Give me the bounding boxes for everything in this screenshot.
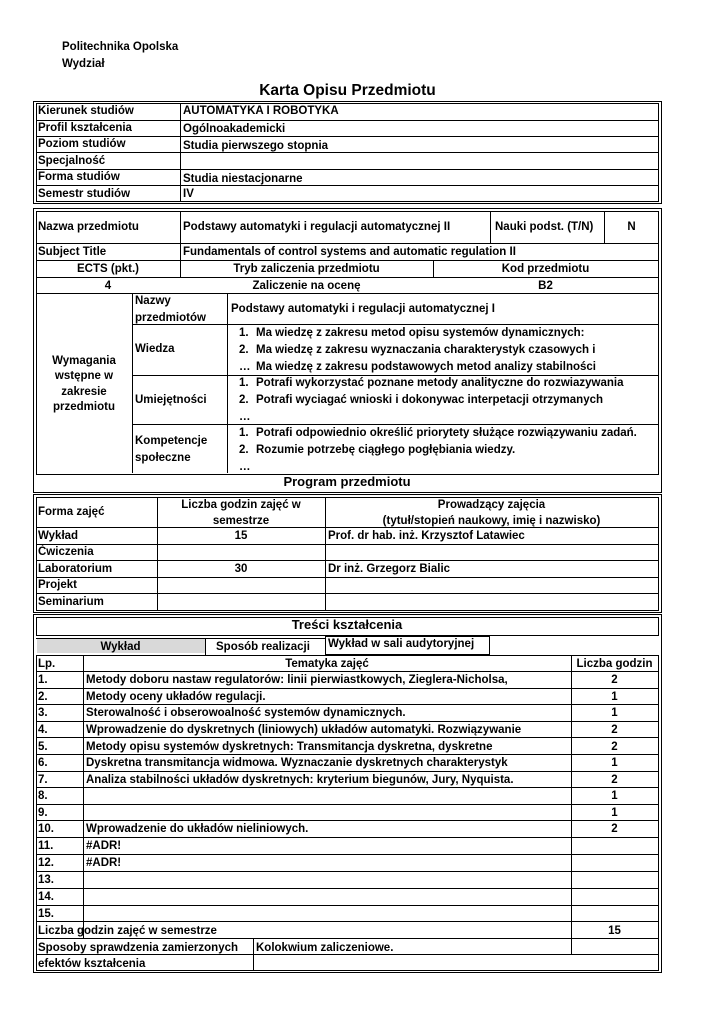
semester-label: Semestr studiów	[38, 188, 131, 200]
program-col-hours-2: semestrze	[212, 515, 270, 527]
program-title: Program przedmiotu	[283, 474, 411, 489]
topics-col-topic: Tematyka zajęć	[285, 658, 369, 670]
requirements-label-3: zakresie	[61, 386, 107, 398]
skills-num-1: 1.	[239, 377, 249, 389]
verification-label-2: efektów kształcenia	[38, 958, 146, 970]
skills-label: Umiejętności	[135, 394, 207, 406]
program-col-hours-1: Liczba godzin zajęć w	[181, 499, 301, 511]
topic-lp: 10.	[38, 823, 54, 835]
subject-name-value: Podstawy automatyki i regulacji automatycznej II	[183, 221, 451, 233]
topic-lp: 14.	[38, 891, 54, 903]
completion-mode-label: Tryb zaliczenia przedmiotu	[233, 263, 380, 275]
ects-value: 4	[104, 280, 112, 292]
prereq-subjects-label-2: przedmiotów	[135, 312, 206, 324]
topic-lp: 13.	[38, 874, 54, 886]
lecture-type-label: Wykład	[100, 641, 141, 653]
topic-text: Sterowalność i obserowoalność systemów dynamicznych.	[86, 707, 406, 719]
prereq-subjects-label-1: Nazwy	[135, 295, 171, 307]
study-field-label: Kierunek studiów	[38, 105, 134, 117]
competence-item-2: Rozumie potrzebę ciągłego pogłębiania wiedzy.	[256, 444, 516, 456]
topic-lp: 7.	[38, 774, 48, 786]
competence-num-1: 1.	[239, 427, 249, 439]
requirements-label-1: Wymagania	[52, 355, 116, 367]
study-form-value: Studia niestacjonarne	[183, 173, 303, 185]
program-row-hours: 30	[234, 563, 248, 575]
specialization-label: Specjalność	[38, 155, 106, 167]
course-code-label: Kod przedmiotu	[501, 263, 590, 275]
study-form-label: Forma studiów	[38, 171, 120, 183]
study-level-label: Poziom studiów	[38, 138, 126, 150]
method-label: Sposób realizacji	[216, 641, 310, 653]
topic-lp: 12.	[38, 857, 54, 869]
total-hours-value: 15	[608, 925, 621, 937]
topic-lp: 15.	[38, 908, 54, 920]
subject-name-label: Nazwa przedmiotu	[38, 221, 139, 233]
topics-col-lp: Lp.	[38, 658, 56, 670]
topic-text: Analiza stabilności układów dyskretnych: kryterium biegunów, Jury, Nyquista.	[86, 774, 514, 786]
subject-title-label: Subject Title	[38, 246, 107, 258]
knowledge-num-2: 2.	[239, 344, 249, 356]
topic-hours: 2	[611, 774, 618, 786]
topic-lp: 6.	[38, 757, 48, 769]
topic-text: #ADR!	[86, 857, 122, 869]
study-field-value: AUTOMATYKA I ROBOTYKA	[183, 105, 339, 117]
topic-text: Metody oceny układów regulacji.	[86, 691, 266, 703]
knowledge-item-3: Ma wiedzę z zakresu podstawowych metod analizy stabilności	[256, 361, 596, 373]
skills-item-2: Potrafi wyciagać wnioski i dokonywac interpetacji otrzymanych	[256, 394, 604, 406]
topic-hours: 1	[611, 757, 618, 769]
program-row-form: Seminarium	[38, 596, 104, 608]
program-row-form: Ćwiczenia	[38, 546, 94, 558]
semester-value: IV	[183, 188, 194, 200]
topic-hours: 1	[611, 707, 618, 719]
topics-col-hours: Liczba godzin	[576, 658, 653, 670]
topic-text: Wprowadzenie do układów nieliniowych.	[86, 823, 309, 835]
program-row-form: Laboratorium	[38, 563, 113, 575]
program-row-hours: 15	[234, 530, 248, 542]
program-row-lecturer: Dr inż. Grzegorz Bialic	[328, 563, 451, 575]
topic-text: #ADR!	[86, 840, 122, 852]
topic-lp: 9.	[38, 807, 48, 819]
topic-text: Dyskretna transmitancja widmowa. Wyznaczanie dyskretnych charakterystyk	[86, 757, 508, 769]
topic-hours: 1	[611, 790, 618, 802]
knowledge-item-2: Ma wiedzę z zakresu wyznaczania charakterystyk czasowych i	[256, 344, 596, 356]
topic-hours: 1	[611, 807, 618, 819]
topic-lp: 2.	[38, 691, 48, 703]
topic-lp: 1.	[38, 674, 48, 686]
topic-hours: 1	[611, 691, 618, 703]
document-title: Karta Opisu Przedmiotu	[259, 82, 436, 99]
verification-value: Kolokwium zaliczeniowe.	[256, 942, 394, 954]
program-row-lecturer: Prof. dr hab. inż. Krzysztof Latawiec	[328, 530, 525, 542]
skills-num-3: …	[239, 411, 251, 423]
prereq-subjects-value: Podstawy automatyki i regulacji automatycznej I	[231, 303, 495, 315]
faculty-name: Wydział	[62, 58, 105, 70]
knowledge-num-1: 1.	[239, 327, 249, 339]
topic-lp: 11.	[38, 840, 54, 852]
competence-item-1: Potrafi odpowiednio określić priorytety służące rozwiązywaniu zadań.	[256, 427, 637, 439]
program-row-form: Projekt	[38, 579, 77, 591]
program-row-form: Wykład	[38, 530, 79, 542]
competence-label-2: społeczne	[135, 452, 191, 464]
study-profile-label: Profil kształcenia	[38, 122, 132, 134]
method-value: Wykład w sali audytoryjnej	[328, 638, 475, 650]
skills-item-1: Potrafi wykorzystać poznane metody analityczne do rozwiazywania	[256, 377, 624, 389]
requirements-label-4: przedmiotu	[53, 401, 115, 413]
topic-text: Metody doboru nastaw regulatorów: linii pierwiastkowych, Zieglera-Nicholsa,	[86, 674, 508, 686]
competence-num-3: …	[239, 461, 251, 473]
program-col-form: Forma zajęć	[38, 506, 105, 518]
knowledge-num-3: …	[239, 361, 251, 373]
completion-mode-value: Zaliczenie na ocenę	[252, 280, 361, 292]
topic-hours: 2	[611, 823, 618, 835]
topic-hours: 2	[611, 674, 618, 686]
content-title: Treści kształcenia	[291, 617, 403, 632]
basic-sciences-value: N	[627, 221, 636, 233]
program-col-lecturer-1: Prowadzący zajęcia	[437, 499, 546, 511]
knowledge-item-1: Ma wiedzę z zakresu metod opisu systemów dynamicznych:	[256, 327, 585, 339]
subject-title-value: Fundamentals of control systems and automatic regulation II	[183, 246, 516, 258]
verification-label-1: Sposoby sprawdzenia zamierzonych	[38, 942, 239, 954]
basic-sciences-label: Nauki podst. (T/N)	[495, 221, 594, 233]
topic-hours: 2	[611, 724, 618, 736]
study-profile-value: Ogólnoakademicki	[183, 123, 286, 135]
skills-num-2: 2.	[239, 394, 249, 406]
competence-label-1: Kompetencje	[135, 435, 208, 447]
topic-lp: 8.	[38, 790, 48, 802]
ects-label: ECTS (pkt.)	[77, 263, 139, 275]
topic-lp: 4.	[38, 724, 48, 736]
study-level-value: Studia pierwszego stopnia	[183, 140, 329, 152]
topic-text: Wprowadzenie do dyskretnych (liniowych) układów automatyki. Rozwiązywanie	[86, 724, 522, 736]
total-hours-label: Liczba godzin zajęć w semestrze	[38, 925, 217, 937]
competence-num-2: 2.	[239, 444, 249, 456]
knowledge-label: Wiedza	[135, 343, 175, 355]
program-col-lecturer-2: (tytuł/stopień naukowy, imię i nazwisko)	[382, 515, 601, 527]
university-name: Politechnika Opolska	[62, 41, 179, 53]
topic-hours: 2	[611, 741, 618, 753]
topic-text: Metody opisu systemów dyskretnych: Transmitancja dyskretna, dyskretne	[86, 741, 493, 753]
requirements-label-2: wstępne w	[54, 370, 114, 382]
topic-lp: 3.	[38, 707, 48, 719]
course-code-value: B2	[538, 280, 553, 292]
topic-lp: 5.	[38, 741, 48, 753]
